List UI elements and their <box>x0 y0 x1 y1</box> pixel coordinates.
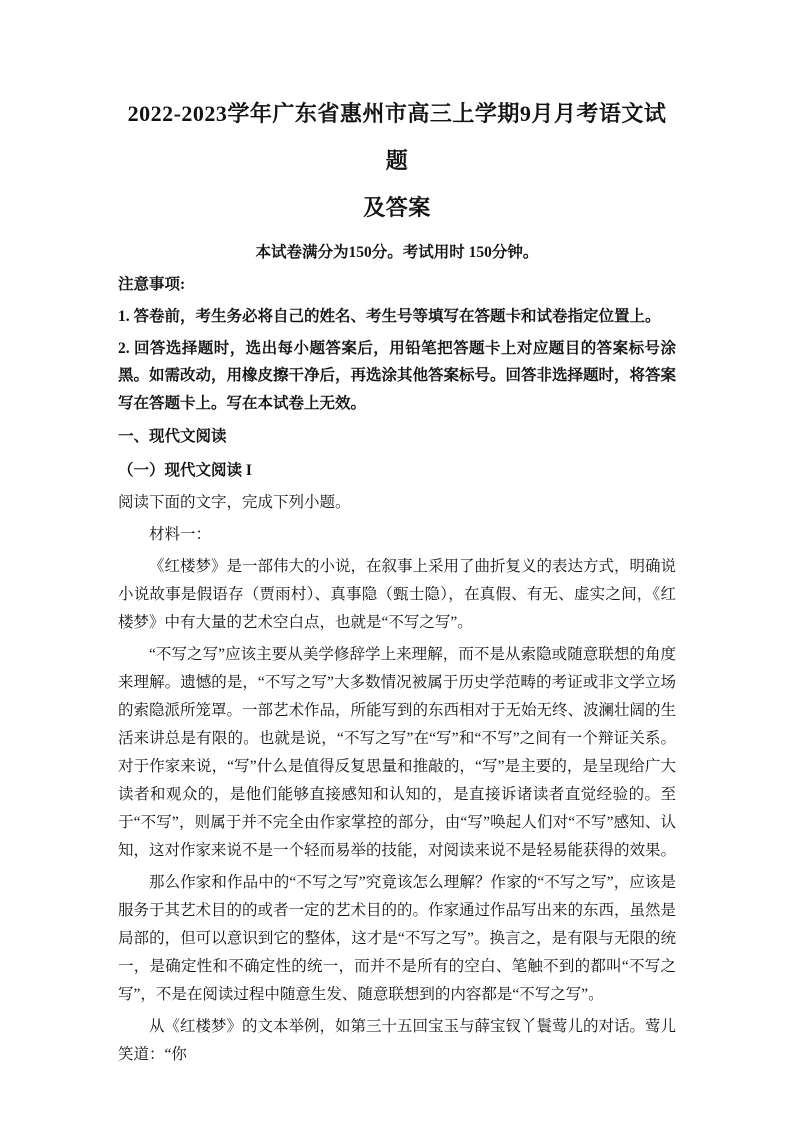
section-heading-modern-reading: 一、现代文阅读 <box>118 428 227 445</box>
paragraph-4: 从《红楼梦》的文本举例，如第三十五回宝玉与薛宝钗丫鬟莺儿的对话。莺儿笑道：“你 <box>118 1018 677 1063</box>
exam-info-line: 本试卷满分为150分。考试用时 150分钟。 <box>255 244 539 261</box>
document-title-line-1: 2022-2023学年广东省惠州市高三上学期9月月考语文试题 <box>127 101 667 173</box>
reading-instruction: 阅读下面的文字，完成下列小题。 <box>118 494 351 511</box>
document-title-line-2: 及答案 <box>363 195 431 220</box>
material-label: 材料一： <box>149 526 212 543</box>
document-title <box>118 90 676 231</box>
notice-heading: 注意事项: <box>118 276 186 293</box>
subsection-heading-reading-1: （一）现代文阅读 I <box>118 462 252 479</box>
paragraph-1: 《红楼梦》是一部伟大的小说，在叙事上采用了曲折复义的表达方式，明确说小说故事是假语存（贾雨村）、真事隐（甄士隐），在真假、有无、虚实之间，《红楼梦》中有大量的艺术空白点，也就是“不写之写”。 <box>118 558 677 631</box>
notice-item-2: 2. 回答选择题时，选出每小题答案后，用铅笔把答题卡上对应题目的答案标号涂黑。如需改动，用橡皮擦干净后，再选涂其他答案标号。回答非选择题时，将答案写在答题卡上。写在本试卷上无效。 <box>118 339 677 412</box>
paragraph-2: “不写之写”应该主要从美学修辞学上来理解，而不是从索隐或随意联想的角度来理解。遗憾的是，“不写之写”大多数情况被属于历史学范畴的考证或非文学立场的索隐派所笼罩。一部艺术作品，所能写到的东西相对于无始无终、波澜壮阔的生活来讲总是有限的。也就是说，“不写之写”在“写”和“不写”之间有一个辩证关系。对于作家来说，“写”什么是值得反复思量和推敲的，“写”是主要的，是呈现给广大读者和观众的，是他们能够直接感知和认知的，是直接诉诸读者直觉经验的。至于“不写”，则属于并不完全由作家掌控的部分，由“写”唤起人们对“不写”感知、认知，这对作家来说不是一个轻而易举的技能，对阅读来说不是轻易能获得的效果。 <box>118 646 677 859</box>
paragraph-3: 那么作家和作品中的“不写之写”究竟该怎么理解？作家的“不写之写”，应该是服务于其艺术目的的或者一定的艺术目的的。作家通过作品写出来的东西，虽然是局部的，但可以意识到它的整体，这才是“不写之写”。换言之，是有限与无限的统一，是确定性和不确定性的统一，而并不是所有的空白、笔触不到的都叫“不写之写”，不是在阅读过程中随意生发、随意联想到的内容都是“不写之写”。 <box>118 874 677 1003</box>
notice-item-1: 1. 答卷前，考生务必将自己的姓名、考生号等填写在答题卡和试卷指定位置上。 <box>118 308 661 325</box>
